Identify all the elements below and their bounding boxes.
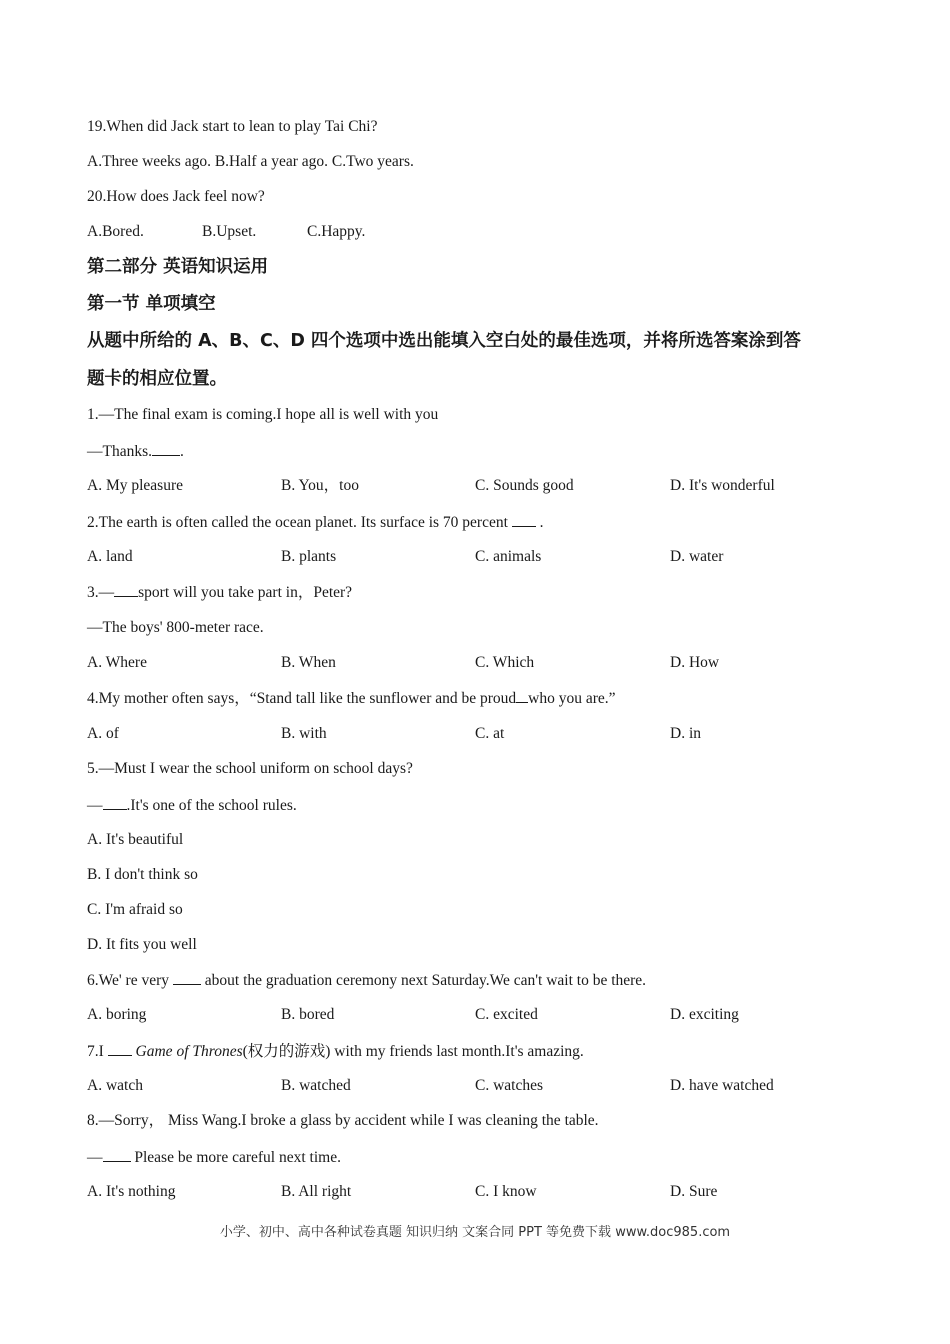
option-c: C. Which xyxy=(475,654,535,671)
option-b: B. plants xyxy=(281,548,337,565)
option-d: D. It's wonderful xyxy=(670,477,775,494)
option-b: B. You，too xyxy=(281,477,359,494)
instruction-line-2: 题卡的相应位置。 xyxy=(87,369,227,389)
option-b: B. All right xyxy=(281,1183,352,1200)
answer-blank xyxy=(512,512,536,527)
option-b: B. bored xyxy=(281,1006,335,1023)
option-a: A.Bored. xyxy=(87,223,144,240)
question-8-reply: — Please be more careful next time. xyxy=(87,1149,341,1166)
option-a: A. of xyxy=(87,725,119,742)
question-5-option-a: A. It's beautiful xyxy=(87,831,184,848)
option-c: C. at xyxy=(475,725,505,742)
option-c: C. Sounds good xyxy=(475,477,574,494)
option-b: B. watched xyxy=(281,1077,351,1094)
answer-blank xyxy=(108,1041,132,1056)
option-b: B. with xyxy=(281,725,327,742)
option-b: B. When xyxy=(281,654,336,671)
option-c: C. watches xyxy=(475,1077,544,1094)
option-c: C. excited xyxy=(475,1006,538,1023)
option-d: D. How xyxy=(670,654,720,671)
answer-blank xyxy=(114,582,138,597)
question-5-option-d: D. It fits you well xyxy=(87,936,197,953)
option-d: D. exciting xyxy=(670,1006,739,1023)
question-3: 3.— sport will you take part in，Peter? xyxy=(87,584,353,601)
option-d: D. water xyxy=(670,548,724,565)
question-4: 4.My mother often says，“Stand tall like the sunflower and be proud who you are.” xyxy=(87,690,616,707)
option-d: D. have watched xyxy=(670,1077,774,1094)
answer-blank xyxy=(516,688,528,703)
show-title: Game of Thrones xyxy=(135,1043,243,1060)
answer-blank xyxy=(103,1147,131,1162)
option-a: A. My pleasure xyxy=(87,477,183,494)
question-5-option-b: B. I don't think so xyxy=(87,866,198,883)
question-6: 6.We' re very about the graduation ceremony next Saturday.We can't wait to be there. xyxy=(87,972,647,989)
answer-blank xyxy=(173,970,201,985)
option-a: A. Where xyxy=(87,654,147,671)
question-7: 7.I Game of Thrones(权力的游戏) with my friends last month.It's amazing. xyxy=(87,1043,584,1060)
option-b: B.Upset. xyxy=(202,223,257,240)
option-a: A. land xyxy=(87,548,133,565)
option-a: A. watch xyxy=(87,1077,143,1094)
question-1-reply: —Thanks. . xyxy=(87,443,184,460)
instruction-line-1: 从题中所给的 A、B、C、D 四个选项中选出能填入空白处的最佳选项，并将所选答案涂到答 xyxy=(87,331,801,351)
page-footer: 小学、初中、高中各种试卷真题 知识归纳 文案合同 PPT 等免费下载 www.doc985.com xyxy=(219,1225,731,1240)
question-1: 1.—The final exam is coming.I hope all is well with you xyxy=(87,406,439,423)
question-19-options: A.Three weeks ago. B.Half a year ago. C.Two years. xyxy=(87,153,414,170)
answer-blank xyxy=(152,441,180,456)
option-d: D. Sure xyxy=(670,1183,718,1200)
subsection-title: 第一节 单项填空 xyxy=(87,294,216,314)
option-a: A. boring xyxy=(87,1006,147,1023)
answer-blank xyxy=(103,795,127,810)
question-2: 2.The earth is often called the ocean planet. Its surface is 70 percent . xyxy=(87,514,544,531)
part-title: 第二部分 英语知识运用 xyxy=(87,257,269,277)
question-20: 20.How does Jack feel now? xyxy=(87,188,265,205)
option-c: C.Happy. xyxy=(307,223,366,240)
question-5: 5.—Must I wear the school uniform on school days? xyxy=(87,760,413,777)
question-5-option-c: C. I'm afraid so xyxy=(87,901,183,918)
question-8: 8.—Sorry， Miss Wang.I broke a glass by accident while I was cleaning the table. xyxy=(87,1112,599,1129)
option-c: C. animals xyxy=(475,548,542,565)
question-19: 19.When did Jack start to lean to play Tai Chi? xyxy=(87,118,378,135)
option-d: D. in xyxy=(670,725,701,742)
option-c: C. I know xyxy=(475,1183,537,1200)
question-3-reply: —The boys' 800-meter race. xyxy=(87,619,264,636)
question-5-reply: — .It's one of the school rules. xyxy=(87,797,297,814)
option-a: A. It's nothing xyxy=(87,1183,176,1200)
